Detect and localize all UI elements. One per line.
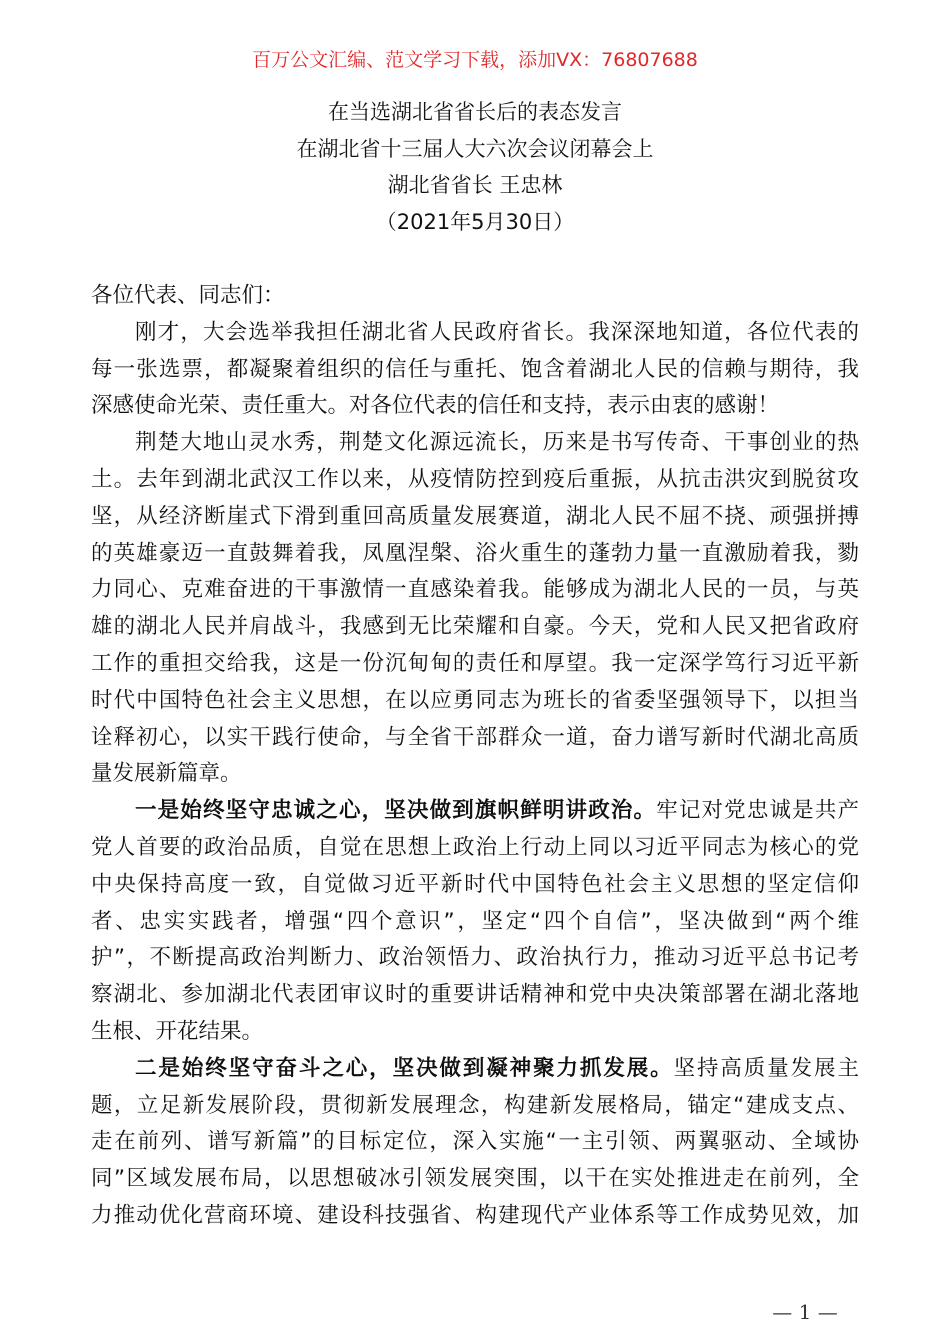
text-line: 力推动优化营商环境、建设科技强省、构建现代产业体系等工作成势见效，加 xyxy=(91,1202,859,1228)
text-line: 每一张选票，都凝聚着组织的信任与重托、饱含着湖北人民的信赖与期待，我 xyxy=(91,356,859,382)
paragraph-text: 牢记对党忠诚是共产 xyxy=(656,798,859,824)
text-line: 工作的重担交给我，这是一份沉甸甸的责任和厚望。我一定深学笃行习近平新 xyxy=(91,650,859,676)
text-line: 深感使命光荣、责任重大。对各位代表的信任和支持，表示由衷的感谢！ xyxy=(91,393,780,419)
text-line: 土。去年到湖北武汉工作以来，从疫情防控到疫后重振，从抗击洪灾到脱贫攻 xyxy=(91,466,859,492)
text-line: 力同心、克难奋进的干事激情一直感染着我。能够成为湖北人民的一员，与英 xyxy=(91,577,859,603)
text-line: 同”区域发展布局，以思想破冰引领发展突围，以干在实处推进走在前列，全 xyxy=(91,1166,859,1192)
title-line: 在湖北省十三届人大六次会议闭幕会上 xyxy=(296,137,654,161)
title-line: 在当选湖北省省长后的表态发言 xyxy=(328,100,622,124)
text-line: 者、忠实实践者，增强“四个意识”，坚定“四个自信”，坚决做到“两个维 xyxy=(91,908,859,934)
paragraph-text: 坚持高质量发展主 xyxy=(673,1055,859,1081)
page-number: — 1 — xyxy=(772,1300,838,1324)
text-line: 刚才，大会选举我担任湖北省人民政府省长。我深深地知道，各位代表的 xyxy=(135,319,859,345)
text-line: 生根、开花结果。 xyxy=(91,1018,264,1044)
salutation: 各位代表、同志们： xyxy=(91,283,285,308)
paragraph xyxy=(91,429,859,797)
text-line: 察湖北、参加湖北代表团审议时的重要讲话精神和党中央决策部署在湖北落地 xyxy=(91,982,859,1008)
paragraph-lead: 一是始终坚守忠诚之心，坚决做到旗帜鲜明讲政治。 xyxy=(135,798,657,824)
text-line: 雄的湖北人民并肩战斗，我感到无比荣耀和自豪。今天，党和人民又把省政府 xyxy=(91,614,859,640)
paragraph xyxy=(91,797,859,1055)
text-line: 党人首要的政治品质，自觉在思想上政治上行动上同以习近平同志为核心的党 xyxy=(91,834,859,860)
text-line xyxy=(91,1055,859,1092)
text-line: 时代中国特色社会主义思想，在以应勇同志为班长的省委坚强领导下，以担当 xyxy=(91,687,859,713)
title-line: （2021年5月30日） xyxy=(375,210,575,234)
text-line: 护”，不断提高政治判断力、政治领悟力、政治执行力，推动习近平总书记考 xyxy=(91,945,859,971)
text-line: 荆楚大地山灵水秀，荆楚文化源远流长，历来是书写传奇、干事创业的热 xyxy=(135,430,859,456)
paragraph xyxy=(91,319,859,429)
text-line: 坚，从经济断崖式下滑到重回高质量发展赛道，湖北人民不屈不挠、顽强拼搏 xyxy=(91,503,859,529)
text-line: 量发展新篇章。 xyxy=(91,761,242,787)
text-line: 走在前列、谱写新篇”的目标定位，深入实施“一主引领、两翼驱动、全域协 xyxy=(91,1129,859,1155)
text-line: 的英雄豪迈一直鼓舞着我，凤凰涅槃、浴火重生的蓬勃力量一直激励着我，勠 xyxy=(91,540,859,566)
text-line: 诠释初心，以实干践行使命，与全省干部群众一道，奋力谱写新时代湖北高质 xyxy=(91,724,859,750)
text-line xyxy=(91,797,859,834)
watermark-banner: 百万公文汇编、范文学习下载，添加VX：76807688 xyxy=(252,49,698,71)
title-line: 湖北省省长 王忠林 xyxy=(387,173,563,197)
text-line: 题，立足新发展阶段，贯彻新发展理念，构建新发展格局，锚定“建成支点、 xyxy=(91,1092,859,1118)
paragraph xyxy=(91,1055,859,1239)
text-line: 中央保持高度一致，自觉做习近平新时代中国特色社会主义思想的坚定信仰 xyxy=(91,871,859,897)
paragraph-lead: 二是始终坚守奋斗之心，坚决做到凝神聚力抓发展。 xyxy=(135,1055,674,1081)
document-body xyxy=(91,282,859,1239)
